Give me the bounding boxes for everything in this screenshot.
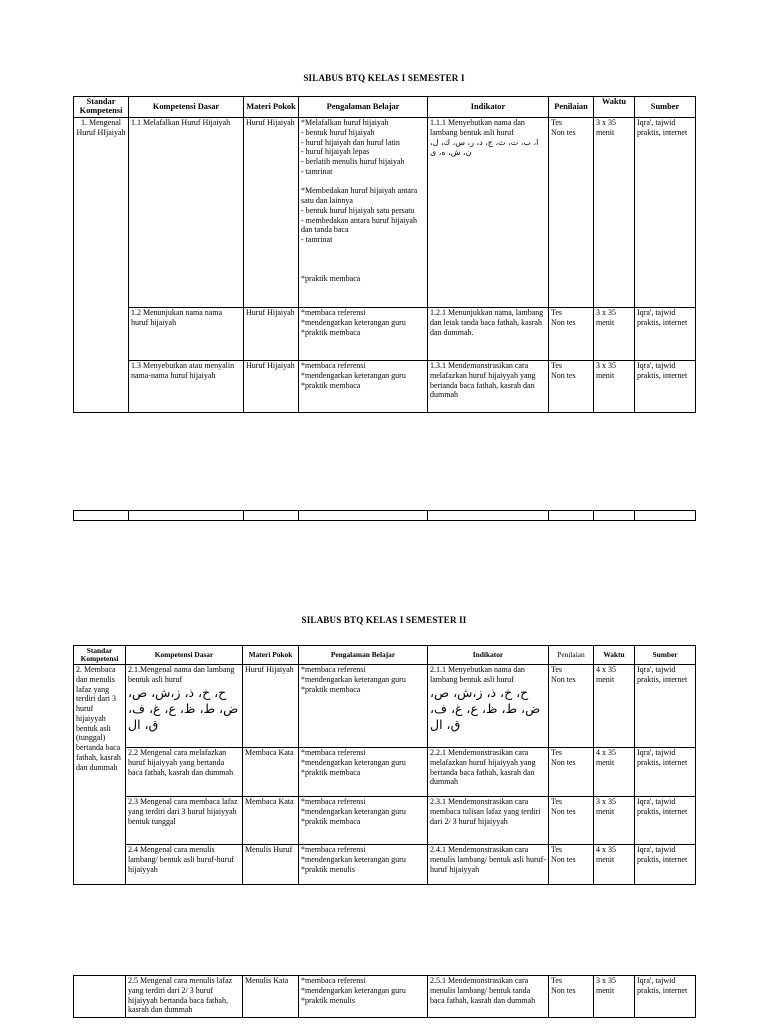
arabic-letters: ا، ب، ت، ث، ج، د، ر، س، ك، ل، ن، ش، ه، ى (430, 137, 539, 158)
sumber-cell: Iqra', tajwid praktis, internet (635, 797, 696, 845)
table-row (74, 118, 696, 308)
waktu-cell: 4 x 35 menit (594, 665, 635, 748)
header-indikator: Indikator (428, 97, 549, 118)
indikator-cell (428, 118, 549, 308)
waktu-cell: 3 x 35 menit (594, 118, 635, 308)
semester1-table (73, 96, 696, 413)
kd-cell: 1.1 Melafalkan Huruf Hijaiyah (129, 118, 244, 308)
indikator-cell: 1.2.1 Menunjukkan nama, lambang dan letak tanda baca fathah, kasrah dan dummah. (428, 308, 549, 361)
kd-cell: 2.2 Mengenal cara melafazkan huruf hijaiyyah yang bertanda baca fathah, kasrah dan dummah (126, 748, 243, 797)
semester2-table (73, 645, 696, 885)
kd-cell: 1.3 Menyebutkan atau menyalin nama-nama huruf hijaiyah (129, 361, 244, 413)
header-sumber: Sumber (635, 97, 696, 118)
sumber-cell: Iqra', tajwid praktis, internet (635, 845, 696, 885)
indikator-cell: 2.3.1 Mendemonstrasikan cara membaca tulisan lafaz yang terdiri dari 2/ 3 huruf hijaiyyah (428, 797, 549, 845)
header-pengalaman-belajar: Pengalaman Belajar (299, 646, 428, 665)
header-materi-pokok: Materi Pokok (243, 646, 299, 665)
pengalaman-cell: *membaca referensi *mendengarkan keterangan guru *praktik membaca (299, 308, 428, 361)
standar-kompetensi-cell (74, 976, 126, 1018)
header-standar-kompetensi: Standar Kompetensi (74, 97, 129, 118)
indikator-cell: 2.5.1 Mendemonstrasikan cara menulis lambang/ bentuk tanda baca fathah, kasrah dan dummah (428, 976, 549, 1018)
standar-kompetensi-cell: 1. Mengenal Huruf HIjaiyah (74, 118, 129, 413)
waktu-cell: 3 x 35 menit (594, 976, 635, 1018)
sumber-cell: Iqra', tajwid praktis, internet (635, 361, 696, 413)
waktu-cell: 3 x 35 menit (594, 308, 635, 361)
materi-cell: Membaca Kata (243, 748, 299, 797)
table-row (74, 361, 696, 413)
kd-cell: 2.3 Mengenal cara membaca lafaz yang terdiri dari 3 huruf hijaiyyah bentuk tunggal (126, 797, 243, 845)
arabic-letters: ح، خ، ذ، ز،ش، ص، ض، ط، ظ، ع، غ، ف، ق، ال (430, 684, 541, 732)
kd-text: 2.1.Mengenal nama dan lambang bentuk asli huruf (128, 665, 235, 684)
penilaian-cell: Tes Non tes (549, 845, 594, 885)
semester2-title: SILABUS BTQ KELAS I SEMESTER II (301, 615, 467, 625)
pengalaman-cell: *Melafalkan huruf hijaiyah - bentuk huruf hijaiyah - huruf hijaiyah dan huruf latin - huruf hijaiyah lepas - berlatih menulis huruf hijaiyah - tamrinat *Membedakan huruf hijaiyah antara satu dan lainnya - bentuk huruf hijaiyah satu persatu - membedakan antara huruf hijaiyah dan tanda baca - tamrinat *praktik membaca (299, 118, 428, 308)
sumber-cell: Iqra', tajwid praktis, internet (635, 748, 696, 797)
header-pengalaman-belajar: Pengalaman Belajar (299, 97, 428, 118)
table-header-row (74, 646, 696, 665)
table-row (74, 665, 696, 748)
pengalaman-cell: *membaca referensi *mendengarkan keterangan guru *praktik menulis (299, 976, 428, 1018)
header-kompetensi-dasar: Kompetensi Dasar (126, 646, 243, 665)
materi-cell: Membaca Kata (243, 797, 299, 845)
header-waktu: Waktu (594, 97, 635, 118)
empty-continuation-table (73, 510, 696, 521)
materi-cell: Menulis Huruf (243, 845, 299, 885)
materi-cell: Huruf Hijaiyah (244, 361, 299, 413)
table-header-row (74, 97, 696, 118)
indikator-cell: 2.2.1 Mendemonstrasikan cara melafazkan huruf hijaiyyah yang bertanda baca fathah, kasrah dan dummah (428, 748, 549, 797)
sumber-cell: Iqra', tajwid praktis, internet (635, 308, 696, 361)
indikator-cell: 2.4.1 Mendemonstrasikan cara menulis lambang/ bentuk asli huruf-huruf hijaiyyah (428, 845, 549, 885)
kd-cell: 2.5 Mengenal cara menulis lafaz yang terdiri dari 2/ 3 huruf hijaiyyah bertanda baca fathah, kasrah dan dummah (126, 976, 243, 1018)
waktu-cell: 3 x 35 menit (594, 797, 635, 845)
indikator-cell: 1.3.1 Mendemonstrasikan cara melafazkan huruf hijaiyyah yang bertanda baca fathah, kasrah dan dummah (428, 361, 549, 413)
pengalaman-cell: *membaca referensi *mendengarkan keterangan guru *praktik membaca (299, 361, 428, 413)
table-row (74, 976, 696, 1018)
indikator-text: 2.1.1 Menyebutkan nama dan lambang bentuk asli huruf (430, 665, 525, 684)
header-materi-pokok: Materi Pokok (244, 97, 299, 118)
penilaian-cell: Tes Non tes (549, 748, 594, 797)
pengalaman-cell: *membaca referensi *mendengarkan keterangan guru *praktik menulis (299, 845, 428, 885)
header-standar-kompetensi: Standar Kompetensi (74, 646, 126, 665)
header-penilaian: Penilaian (549, 646, 594, 665)
penilaian-cell: Tes Non tes (549, 665, 594, 748)
table-row (74, 797, 696, 845)
indikator-text: 1.1.1 Menyebutkan nama dan lambang bentuk asli huruf (430, 118, 525, 137)
penilaian-cell: Tes Non tes (549, 976, 594, 1018)
materi-cell: Menulis Kata (243, 976, 299, 1018)
waktu-cell: 4 x 35 menit (594, 748, 635, 797)
table-row (74, 308, 696, 361)
penilaian-cell: Tes Non tes (549, 361, 594, 413)
penilaian-cell: Tes Non tes (549, 797, 594, 845)
sumber-cell: Iqra', tajwid praktis, internet (635, 976, 696, 1018)
sumber-cell: Iqra', tajwid praktis, internet (635, 118, 696, 308)
semester1-title: SILABUS BTQ KELAS I SEMESTER I (303, 73, 465, 83)
sumber-cell: Iqra', tajwid praktis, internet (635, 665, 696, 748)
header-sumber: Sumber (635, 646, 696, 665)
arabic-letters: ح، خ، ذ، ز،ش، ص، ض، ط، ظ، ع، غ، ف، ق، ال (128, 684, 239, 732)
waktu-cell: 4 x 35 menit (594, 845, 635, 885)
empty-row (74, 511, 696, 521)
table-row (74, 845, 696, 885)
penilaian-cell: Tes Non tes (549, 308, 594, 361)
materi-cell: Huruf Hijaiyah (243, 665, 299, 748)
header-kompetensi-dasar: Kompetensi Dasar (129, 97, 244, 118)
pengalaman-cell: *membaca referensi *mendengarkan keterangan guru *praktik membaca (299, 797, 428, 845)
kd-cell: 1.2 Menunjukan nama nama huruf hijaiyah (129, 308, 244, 361)
penilaian-cell: Tes Non tes (549, 118, 594, 308)
materi-cell: Huruf Hijaiyah (244, 118, 299, 308)
pengalaman-cell: *membaca referensi *mendengarkan keterangan guru *praktik membaca (299, 748, 428, 797)
table-row (74, 748, 696, 797)
header-indikator: Indikator (428, 646, 549, 665)
kd-cell: 2.4 Mengenal cara menulis lambang/ bentuk asli huruf-huruf hijaiyyah (126, 845, 243, 885)
kd-cell (126, 665, 243, 748)
semester2-continuation-table (73, 975, 696, 1018)
indikator-cell (428, 665, 549, 748)
standar-kompetensi-cell: 2. Membaca dan menulis lafaz yang terdiri dari 3 huruf hijaiyyah bentuk asli (tunggal) bertanda baca fathah, kasrah dan dummah (74, 665, 126, 885)
materi-cell: Huruf Hijaiyah (244, 308, 299, 361)
header-penilaian: Penilaian (549, 97, 594, 118)
waktu-cell: 3 x 35 menit (594, 361, 635, 413)
header-waktu: Waktu (594, 646, 635, 665)
pengalaman-cell: *membaca referensi *mendengarkan keterangan guru *praktik membaca (299, 665, 428, 748)
